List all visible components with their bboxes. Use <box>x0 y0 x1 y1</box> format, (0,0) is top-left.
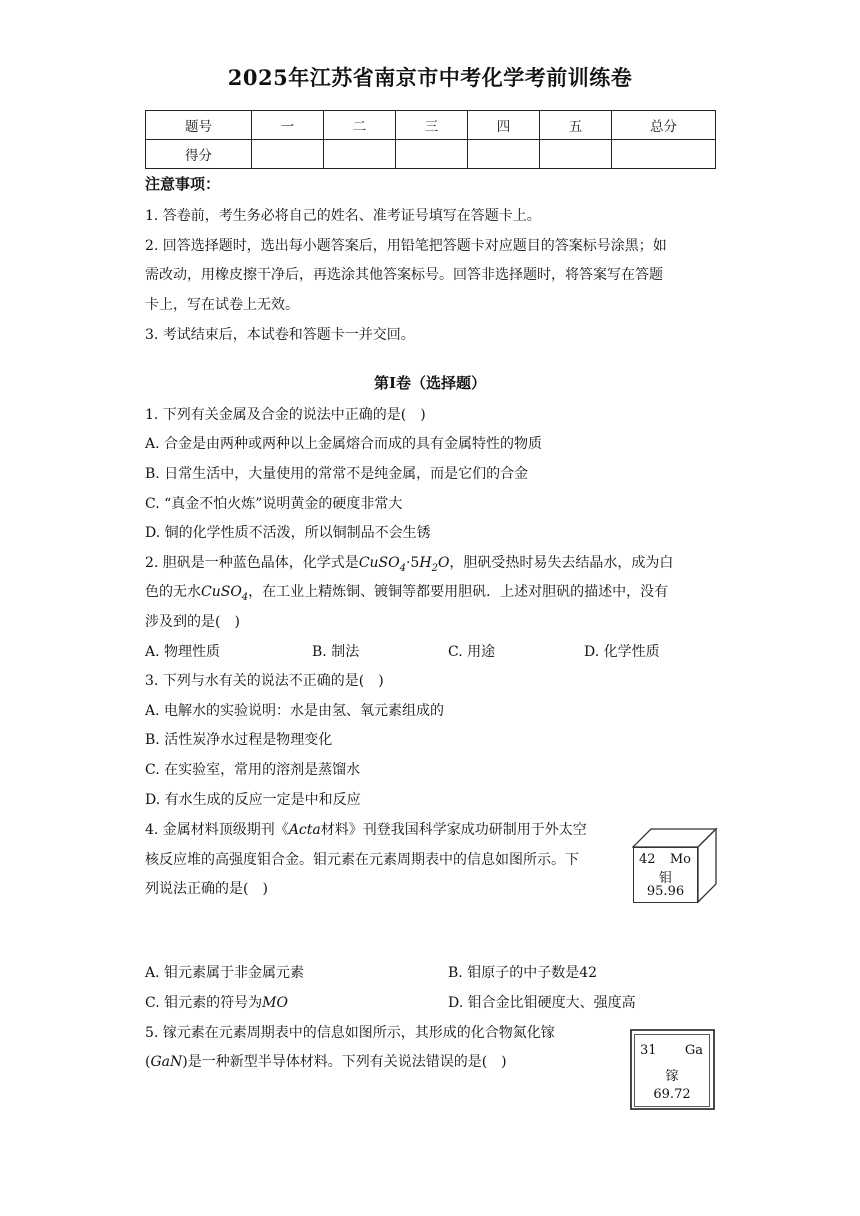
ga-element-card <box>634 1034 710 1107</box>
score-header-cell: 一 <box>252 111 324 140</box>
score-header-cell: 四 <box>468 111 540 140</box>
q2-option-c: C. 用途 <box>448 644 496 660</box>
mo-name: 钼 <box>658 871 672 886</box>
score-header-cell: 总分 <box>612 111 716 140</box>
notice-line: 2. 回答选择题时，选出每小题答案后，用铅笔把答题卡对应题目的答案标号涂黑；如 <box>145 238 667 254</box>
q2-formula-cuso: CuSO <box>358 555 400 571</box>
notice-heading: 注意事项： <box>145 175 221 193</box>
q2-formula-h: H <box>419 555 432 571</box>
score-cell <box>468 140 540 169</box>
q1-option-d: D. 铜的化学性质不活泼，所以铜制品不会生锈 <box>145 525 431 541</box>
q2-formula-dot5: ·5 <box>405 555 420 571</box>
q4-stem-line3: 列说法正确的是( ) <box>145 881 268 897</box>
notice-line: 需改动，用橡皮擦干净后，再选涂其他答案标号。回答非选择题时，将答案写在答题 <box>145 267 663 283</box>
ga-atomic-mass: 69.72 <box>653 1087 691 1102</box>
q4-text: 材料》刊登我国科学家成功研制用于外太空 <box>320 822 587 838</box>
score-cell <box>396 140 468 169</box>
q5-text: )是一种新型半导体材料。下列有关说法错误的是( ) <box>182 1054 507 1070</box>
score-header-cell: 二 <box>324 111 396 140</box>
q5-text: ( <box>145 1054 151 1070</box>
ga-symbol: Ga <box>684 1043 703 1058</box>
q2-formula-sub4: 4 <box>241 591 249 603</box>
q4-stem-line2: 核反应堆的高强度钼合金。钼元素在元素周期表中的信息如图所示。下 <box>145 852 579 868</box>
q4-text: 4. 金属材料顶级期刊《 <box>145 822 289 838</box>
score-header-cell: 五 <box>540 111 612 140</box>
q2-formula-sub4: 4 <box>399 562 406 574</box>
q4-option-c <box>145 992 288 1012</box>
q4-mo-formula: MO <box>262 995 288 1011</box>
score-table <box>145 110 716 169</box>
q2-stem-line1 <box>145 552 673 574</box>
section-title: 第Ⅰ卷（选择题） <box>373 374 487 392</box>
q2-text: ，在工业上精炼铜、镀铜等都要用胆矾．上述对胆矾的描述中，没有 <box>248 584 669 600</box>
q1-option-c: C. “真金不怕火炼”说明黄金的硬度非常大 <box>145 496 403 512</box>
q2-formula-sub2: 2 <box>431 562 438 574</box>
q3-option-b: B. 活性炭净水过程是物理变化 <box>145 732 333 748</box>
notice-line: 1. 答卷前，考生务必将自己的姓名、准考证号填写在答题卡上。 <box>145 208 541 224</box>
q4-stem-line1 <box>145 819 587 839</box>
q4-option-d: D. 钼合金比钼硬度大、强度高 <box>448 995 636 1011</box>
q2-option-d: D. 化学性质 <box>584 644 660 660</box>
score-cell <box>252 140 324 169</box>
score-cell <box>612 140 716 169</box>
q3-option-c: C. 在实验室，常用的溶剂是蒸馏水 <box>145 762 361 778</box>
q5-stem-line1: 5. 镓元素在元素周期表中的信息如图所示，其形成的化合物氮化镓 <box>145 1025 555 1041</box>
q2-text: 2. 胆矾是一种蓝色晶体，化学式是 <box>145 555 359 571</box>
score-cell <box>540 140 612 169</box>
score-table-header-row <box>146 111 716 140</box>
q2-option-b: B. 制法 <box>312 644 360 660</box>
score-table-score-row <box>146 140 716 169</box>
notice-line: 3. 考试结束后，本试卷和答题卡一并交回。 <box>145 327 415 343</box>
score-header-cell: 题号 <box>146 111 252 140</box>
q3-stem: 3. 下列与水有关的说法不正确的是( ) <box>145 673 384 689</box>
q1-stem: 1. 下列有关金属及合金的说法中正确的是( ) <box>145 407 426 423</box>
q5-stem-line2 <box>145 1051 507 1071</box>
mo-symbol: Mo <box>669 852 691 867</box>
q1-option-a: A. 合金是由两种或两种以上金属熔合而成的具有金属特性的物质 <box>145 436 543 452</box>
q2-text: ，胆矾受热时易失去结晶水，成为白 <box>449 555 674 571</box>
q4-option-b: B. 钼原子的中子数是42 <box>448 965 598 981</box>
q2-formula-o: O <box>437 555 450 571</box>
q2-text: 色的无水 <box>145 584 201 600</box>
q1-option-b: B. 日常生活中，大量使用的常常不是纯金属，而是它们的合金 <box>145 466 529 482</box>
mo-atomic-mass: 95.96 <box>646 884 685 899</box>
ga-atomic-number: 31 <box>640 1043 657 1058</box>
q2-stem-line3: 涉及到的是( ) <box>145 614 240 630</box>
q2-formula-cuso: CuSO <box>201 584 242 600</box>
q4-option-a: A. 钼元素属于非金属元素 <box>145 965 305 981</box>
ga-name: 镓 <box>665 1069 679 1084</box>
score-header-cell: 三 <box>396 111 468 140</box>
q2-option-a: A. 物理性质 <box>145 644 221 660</box>
q3-option-d: D. 有水生成的反应一定是中和反应 <box>145 792 361 808</box>
q4-acta: Acta <box>288 822 321 838</box>
score-row-label: 得分 <box>146 140 252 169</box>
mo-atomic-number: 42 <box>639 852 656 867</box>
q2-stem-line2 <box>145 581 668 603</box>
exam-title: 2025年江苏省南京市中考化学考前训练卷 <box>227 65 633 90</box>
score-cell <box>324 140 396 169</box>
q5-gan-formula: GaN <box>150 1054 183 1070</box>
notice-line: 卡上，写在试卷上无效。 <box>145 297 299 313</box>
mo-element-card <box>633 847 698 903</box>
q3-option-a: A. 电解水的实验说明：水是由氢、氧元素组成的 <box>145 703 445 719</box>
q4-text: C. 钼元素的符号为 <box>145 995 263 1011</box>
